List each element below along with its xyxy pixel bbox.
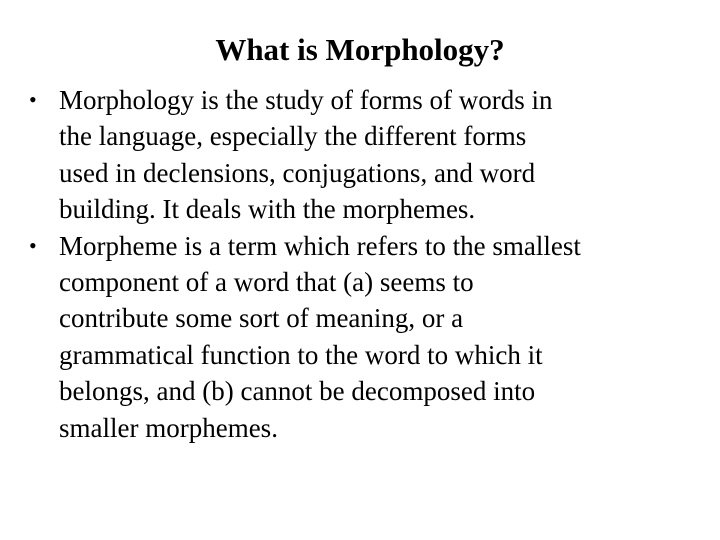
bullet-text-line: the language, especially the different forms: [59, 121, 527, 152]
bullet-text-line: grammatical function to the word to which it: [59, 339, 543, 370]
bullet-text-line: building. It deals with the morphemes.: [59, 194, 476, 225]
bullet-text-line: smaller morphemes.: [59, 412, 278, 443]
bullet-item-morphology: [0, 82, 720, 228]
bullet-icon: •: [29, 232, 37, 258]
bullet-text-line: component of a word that (a) seems to: [59, 267, 474, 298]
bullet-text-line: contribute some sort of meaning, or a: [59, 303, 464, 334]
bullet-text-line: used in declensions, conjugations, and word: [59, 157, 536, 188]
bullet-text-line: belongs, and (b) cannot be decomposed into: [59, 376, 536, 407]
bullet-icon: •: [29, 87, 37, 112]
bullet-item-morpheme: [0, 228, 720, 446]
bullet-text-line: Morpheme is a term which refers to the smallest: [59, 230, 581, 261]
bullet-text-line: Morphology is the study of forms of words in: [59, 85, 553, 115]
slide-title: What is Morphology?: [215, 32, 505, 67]
bullet-list: [0, 82, 720, 446]
